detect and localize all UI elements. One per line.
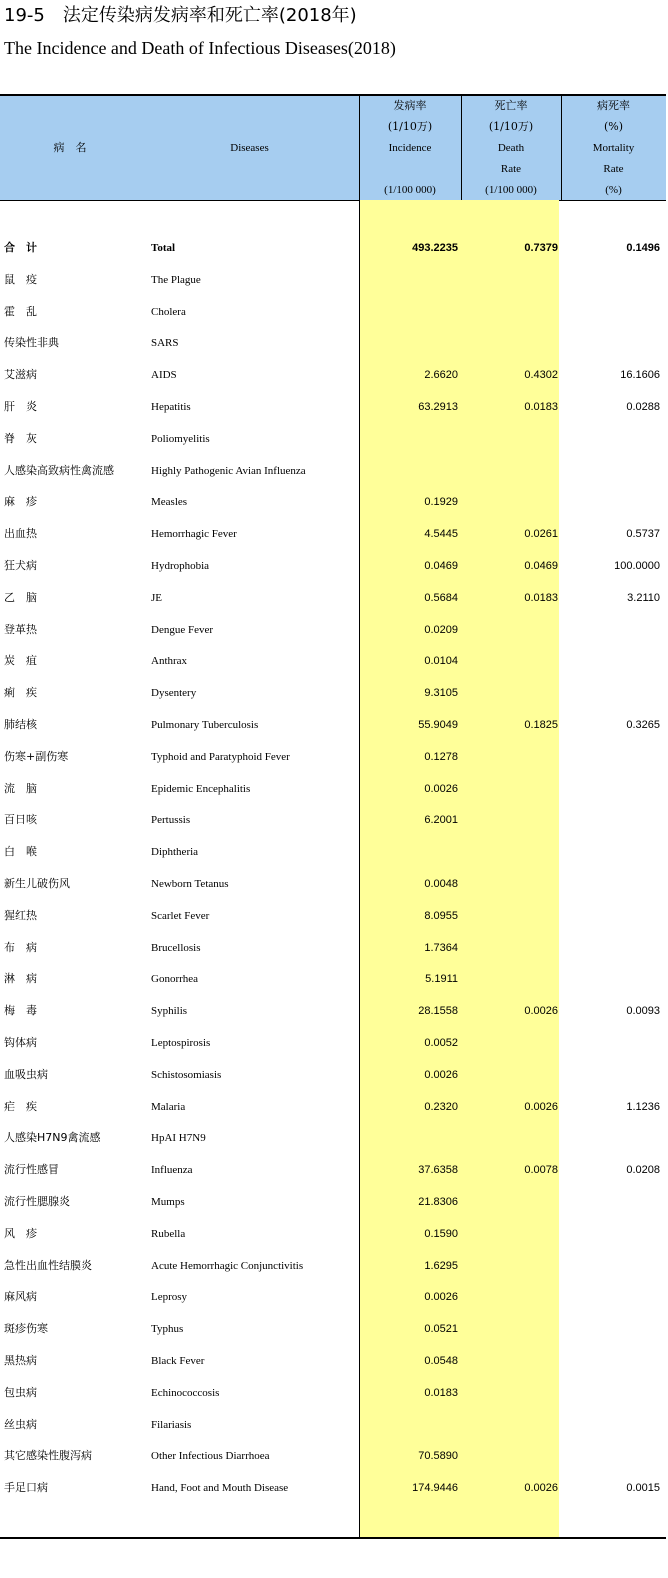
incidence-value: 28.1558 [418, 1005, 458, 1018]
table-row [0, 524, 666, 544]
disease-name-en: Leprosy [151, 1291, 188, 1304]
incidence-value: 21.8306 [418, 1196, 458, 1208]
death-rate-value: 0.0026 [524, 1005, 558, 1018]
disease-name-en: Hepatitis [151, 401, 191, 413]
mortality-rate-value: 0.1496 [626, 242, 660, 254]
disease-name-en: Measles [151, 496, 188, 509]
disease-name-cn: 淋 病 [4, 972, 37, 986]
disease-name-en: Mumps [151, 1196, 185, 1208]
disease-name-cn: 登革热 [4, 622, 37, 636]
incidence-value: 55.9049 [418, 719, 458, 731]
table-row [0, 302, 666, 322]
incidence-value: 0.1278 [424, 750, 458, 763]
disease-name-en: Schistosomiasis [151, 1068, 222, 1081]
disease-name-cn: 乙 脑 [4, 590, 37, 604]
page-title-en: The Incidence and Death of Infectious Diseases(2018) [4, 38, 396, 58]
incidence-value: 2.6620 [424, 369, 458, 382]
disease-name-cn: 狂犬病 [4, 559, 37, 572]
disease-name-en: Poliomyelitis [151, 432, 210, 445]
header-divider [561, 96, 562, 200]
table-row [0, 1160, 666, 1180]
disease-name-cn: 出血热 [4, 527, 37, 541]
header-death-rate: 死亡率 (1/10万) Death Rate (1/100 000) [485, 99, 537, 196]
disease-name-en: Pertussis [151, 814, 191, 827]
page-title-cn: 19-5 法定传染病发病率和死亡率(2018年) [4, 5, 357, 26]
disease-name-en: Epidemic Encephalitis [151, 782, 251, 795]
disease-name-cn: 风 疹 [4, 1226, 37, 1240]
table-row [0, 1446, 666, 1466]
incidence-value: 0.2320 [424, 1100, 458, 1113]
table-row [0, 1383, 666, 1403]
disease-name-cn: 肝 炎 [4, 400, 37, 413]
disease-name-cn: 流 脑 [4, 781, 37, 795]
death-rate-value: 0.0026 [524, 1482, 558, 1495]
disease-name-cn: 梅 毒 [4, 1004, 37, 1018]
disease-name-cn: 合 计 [4, 241, 37, 254]
death-rate-value: 0.0261 [524, 528, 558, 541]
disease-name-cn: 丝虫病 [4, 1417, 37, 1431]
table-row [0, 429, 666, 449]
death-rate-value: 0.4302 [524, 369, 558, 382]
disease-name-cn: 新生儿破伤风 [4, 877, 70, 890]
incidence-value: 0.0026 [424, 1291, 458, 1304]
disease-name-en: Cholera [151, 305, 186, 318]
table-row [0, 747, 666, 767]
incidence-value: 0.0052 [424, 1037, 458, 1049]
incidence-value: 63.2913 [418, 401, 458, 413]
incidence-value: 0.5684 [424, 591, 458, 604]
table-row [0, 556, 666, 576]
incidence-value: 0.0469 [424, 560, 458, 572]
disease-name-en: The Plague [151, 273, 201, 286]
disease-table [0, 94, 666, 1539]
disease-name-en: Scarlet Fever [151, 909, 210, 922]
disease-name-en: Acute Hemorrhagic Conjunctivitis [151, 1259, 304, 1272]
death-rate-value: 0.0183 [524, 591, 558, 604]
header-name-cn: 病 名 [53, 141, 87, 154]
disease-name-cn: 伤寒+副伤寒 [4, 749, 69, 763]
disease-name-en: Black Fever [151, 1355, 205, 1367]
disease-name-en: Echinococcosis [151, 1386, 220, 1399]
disease-name-en: Hemorrhagic Fever [151, 528, 237, 541]
disease-name-en: Diphtheria [151, 846, 199, 859]
disease-name-cn: 黑热病 [4, 1354, 37, 1367]
disease-name-cn: 痢 疾 [4, 686, 37, 700]
disease-name-cn: 传染性非典 [4, 336, 59, 350]
disease-name-cn: 手足口病 [4, 1481, 48, 1495]
disease-name-en: Gonorrhea [151, 973, 199, 986]
mortality-rate-value: 100.0000 [614, 560, 660, 572]
disease-name-cn: 人感染高致病性禽流感 [4, 463, 114, 477]
disease-name-en: Anthrax [151, 655, 188, 668]
disease-name-en: Highly Pathogenic Avian Influenza [151, 464, 306, 477]
table-row [0, 397, 666, 417]
disease-name-cn: 炭 疽 [4, 654, 37, 668]
table-header [0, 96, 666, 201]
table-row [0, 1224, 666, 1244]
table-row [0, 620, 666, 640]
disease-name-en: JE [151, 591, 162, 604]
table-row [0, 1001, 666, 1021]
disease-name-en: AIDS [151, 369, 177, 382]
death-rate-value: 0.7379 [524, 242, 558, 254]
table-row [0, 1097, 666, 1117]
disease-name-cn: 疟 疾 [4, 1099, 37, 1113]
header-name-en: Diseases [230, 142, 269, 154]
disease-name-en: Rubella [151, 1227, 186, 1240]
incidence-value: 5.1911 [425, 973, 458, 986]
table-row [0, 1128, 666, 1148]
incidence-value: 70.5890 [418, 1450, 458, 1463]
disease-name-cn: 斑疹伤寒 [4, 1322, 48, 1336]
table-row [0, 842, 666, 862]
disease-name-en: SARS [151, 337, 179, 350]
disease-name-cn: 猩红热 [4, 908, 37, 922]
incidence-value: 4.5445 [424, 528, 458, 541]
incidence-value: 0.0209 [424, 623, 458, 636]
disease-name-cn: 百日咳 [4, 813, 37, 827]
table-row [0, 333, 666, 353]
table-row [0, 779, 666, 799]
table-row [0, 651, 666, 671]
table-row [0, 810, 666, 830]
death-rate-value: 0.0078 [524, 1164, 558, 1177]
death-rate-value: 0.1825 [524, 719, 558, 731]
table-row [0, 1351, 666, 1371]
disease-name-en: Hand, Foot and Mouth Disease [151, 1482, 289, 1495]
disease-name-cn: 白 喉 [4, 845, 37, 859]
disease-name-en: Filariasis [151, 1418, 192, 1431]
table-row [0, 1192, 666, 1212]
incidence-value: 37.6358 [418, 1164, 458, 1177]
disease-name-en: Malaria [151, 1100, 186, 1113]
mortality-rate-value: 0.0015 [626, 1482, 660, 1495]
incidence-value: 0.1590 [424, 1227, 458, 1240]
table-row [0, 1256, 666, 1276]
disease-name-en: Typhus [151, 1323, 184, 1336]
disease-name-cn: 流行性腮腺炎 [4, 1195, 70, 1208]
incidence-value: 8.0955 [424, 909, 458, 922]
table-row [0, 270, 666, 290]
table-row [0, 1287, 666, 1307]
table-row [0, 715, 666, 735]
disease-name-en: Syphilis [151, 1005, 188, 1018]
disease-name-en: Leptospirosis [151, 1037, 211, 1049]
mortality-rate-value: 0.5737 [626, 528, 660, 541]
disease-name-cn: 麻 疹 [4, 495, 37, 509]
table-row [0, 1033, 666, 1053]
mortality-rate-value: 0.0093 [626, 1005, 660, 1018]
incidence-value: 0.0521 [424, 1323, 458, 1336]
mortality-rate-value: 0.3265 [626, 719, 660, 731]
table-row [0, 365, 666, 385]
table-row [0, 1319, 666, 1339]
disease-name-cn: 脊 灰 [4, 431, 37, 445]
death-rate-value: 0.0183 [524, 401, 558, 413]
disease-name-en: Brucellosis [151, 941, 201, 954]
disease-name-cn: 布 病 [4, 940, 37, 954]
incidence-value: 1.7364 [424, 941, 458, 954]
incidence-value: 6.2001 [424, 814, 458, 827]
disease-name-cn: 包虫病 [4, 1385, 37, 1399]
incidence-value: 493.2235 [412, 242, 458, 254]
mortality-rate-value: 3.2110 [627, 591, 660, 604]
incidence-value: 0.0026 [424, 1068, 458, 1081]
disease-name-cn: 人感染H7N9禽流感 [4, 1131, 101, 1145]
header-incidence: 发病率 (1/10万) Incidence (1/100 000) [384, 99, 436, 196]
incidence-value: 0.0048 [424, 878, 458, 890]
mortality-rate-value: 0.0208 [626, 1164, 660, 1177]
table-row [0, 1478, 666, 1498]
disease-name-en: Other Infectious Diarrhoea [151, 1450, 270, 1463]
table-row [0, 906, 666, 926]
table-row [0, 969, 666, 989]
incidence-value: 0.1929 [424, 496, 458, 509]
incidence-value: 174.9446 [412, 1482, 458, 1495]
disease-name-cn: 流行性感冒 [4, 1163, 59, 1177]
disease-name-en: Newborn Tetanus [151, 878, 229, 890]
death-rate-value: 0.0026 [524, 1100, 558, 1113]
disease-name-cn: 钩体病 [4, 1036, 37, 1049]
disease-name-en: Influenza [151, 1164, 193, 1177]
table-row [0, 461, 666, 481]
disease-name-en: HpAI H7N9 [151, 1132, 206, 1145]
incidence-value: 0.0548 [424, 1355, 458, 1367]
table-row [0, 492, 666, 512]
mortality-rate-value: 0.0288 [626, 401, 660, 413]
incidence-value: 1.6295 [424, 1259, 458, 1272]
table-row [0, 938, 666, 958]
table-row [0, 874, 666, 894]
table-row [0, 683, 666, 703]
disease-name-en: Typhoid and Paratyphoid Fever [151, 750, 290, 763]
disease-name-cn: 霍 乱 [4, 304, 37, 318]
disease-name-en: Total [151, 242, 176, 254]
table-row [0, 238, 666, 258]
table-row [0, 1065, 666, 1085]
incidence-value: 0.0026 [424, 782, 458, 795]
mortality-rate-value: 1.1236 [626, 1100, 660, 1113]
disease-name-cn: 麻风病 [4, 1290, 37, 1304]
disease-name-cn: 肺结核 [4, 718, 37, 731]
header-mortality-rate: 病死率 (%) Mortality Rate (%) [592, 99, 635, 196]
disease-name-cn: 其它感染性腹泻病 [4, 1449, 92, 1463]
disease-name-cn: 急性出血性结膜炎 [4, 1258, 92, 1272]
incidence-value: 0.0104 [424, 655, 458, 668]
incidence-value: 9.3105 [424, 687, 458, 700]
disease-name-en: Dengue Fever [151, 623, 214, 636]
disease-name-cn: 艾滋病 [4, 368, 37, 382]
disease-name-en: Dysentery [151, 687, 197, 700]
death-rate-value: 0.0469 [524, 560, 558, 572]
incidence-value: 0.0183 [424, 1386, 458, 1399]
table-row [0, 1415, 666, 1435]
table-row [0, 588, 666, 608]
disease-name-en: Pulmonary Tuberculosis [151, 719, 259, 731]
disease-name-cn: 鼠 疫 [4, 272, 37, 286]
disease-name-cn: 血吸虫病 [4, 1067, 48, 1081]
header-divider [461, 96, 462, 200]
mortality-rate-value: 16.1606 [620, 369, 660, 382]
disease-name-en: Hydrophobia [151, 560, 210, 572]
